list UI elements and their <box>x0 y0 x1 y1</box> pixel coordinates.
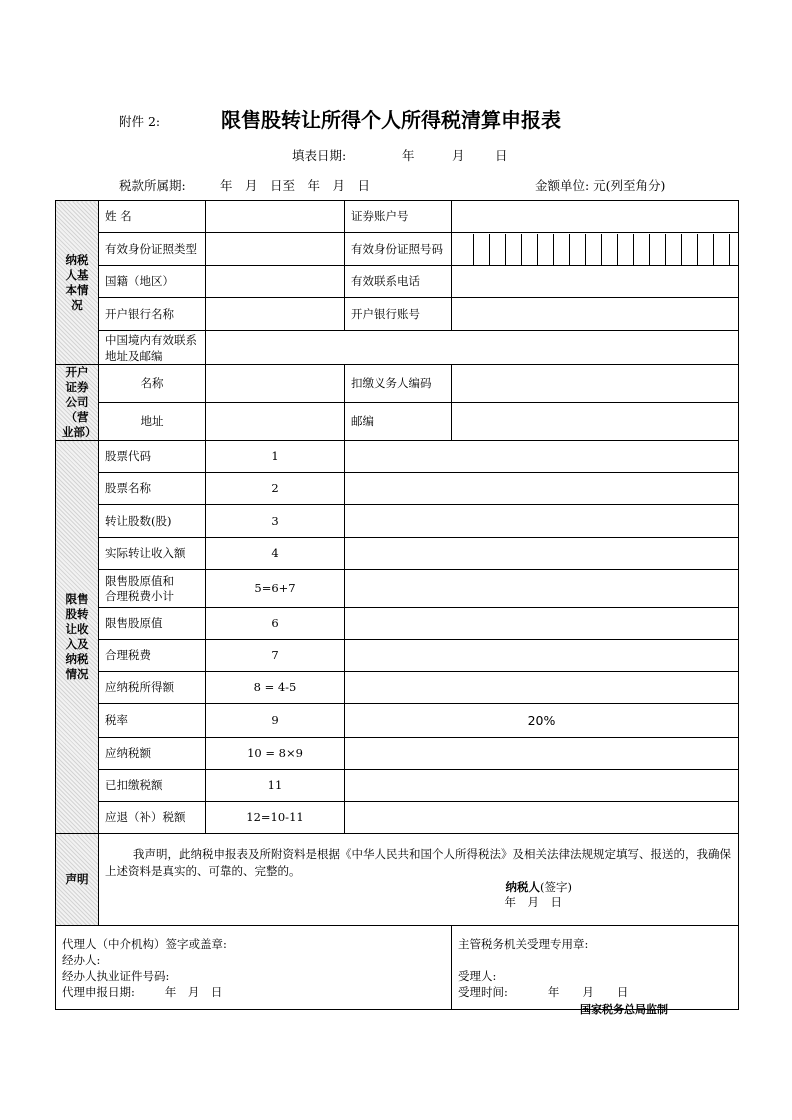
field-reasonable-fees[interactable] <box>345 640 739 672</box>
label-bank-account: 开户银行账号 <box>345 298 452 331</box>
fill-date-label: 填表日期: <box>292 148 347 163</box>
line-code: 1 <box>206 441 345 473</box>
line-code: 11 <box>206 770 345 802</box>
line-code: 6 <box>206 608 345 640</box>
section-income-tax: 限售股转让收入及纳税情况 <box>56 441 99 834</box>
field-id-number[interactable] <box>452 233 739 266</box>
taxpayer-signature-note: (签字) <box>540 880 572 894</box>
line-code: 12=10-11 <box>206 802 345 834</box>
taxpayer-signature[interactable] <box>105 880 732 895</box>
field-bank-name[interactable] <box>206 298 345 331</box>
field-name[interactable] <box>206 201 345 233</box>
section-broker: 开户证券公司（营业部） <box>56 365 99 441</box>
label-tax-withheld: 已扣缴税额 <box>99 770 206 802</box>
line-code: 10 = 8×9 <box>206 738 345 770</box>
field-tax-rate[interactable]: 20% <box>345 704 739 738</box>
label-name: 姓 名 <box>99 201 206 233</box>
amount-unit-label: 金额单位: 元(列至角分) <box>535 178 666 193</box>
table-row <box>56 672 739 704</box>
label-shares-transferred: 转让股数(股) <box>99 505 206 538</box>
tax-period-label: 税款所属期: <box>119 178 186 193</box>
authority-seal-label: 主管税务机关受理专用章: <box>458 936 589 951</box>
field-shares-transferred[interactable] <box>345 505 739 538</box>
declaration-form-table <box>55 200 739 1010</box>
table-row <box>56 298 739 331</box>
line-code: 5=6+7 <box>206 570 345 608</box>
attachment-label: 附件 2: <box>119 114 161 129</box>
label-tax-refund-due: 应退（补）税额 <box>99 802 206 834</box>
label-phone: 有效联系电话 <box>345 266 452 298</box>
table-row <box>56 403 739 441</box>
label-address <box>99 331 206 365</box>
label-id-type: 有效身份证照类型 <box>99 233 206 266</box>
field-tax-refund-due[interactable] <box>345 802 739 834</box>
authority-time-row <box>458 984 732 1000</box>
label-bank-name: 开户银行名称 <box>99 298 206 331</box>
agent-block[interactable] <box>56 926 452 1010</box>
table-row <box>56 441 739 473</box>
label-withholder-code: 扣缴义务人编码 <box>345 365 452 403</box>
table-row <box>56 834 739 926</box>
agent-date-row <box>62 984 445 1000</box>
label-original-value: 限售股原值 <box>99 608 206 640</box>
field-original-value-subtotal[interactable] <box>345 570 739 608</box>
label-broker-name: 名称 <box>99 365 206 403</box>
table-row <box>56 704 739 738</box>
field-tax-payable[interactable] <box>345 738 739 770</box>
field-stock-name[interactable] <box>345 473 739 505</box>
table-row <box>56 608 739 640</box>
table-row <box>56 640 739 672</box>
label-stock-code: 股票代码 <box>99 441 206 473</box>
table-row <box>56 201 739 233</box>
label-tax-payable: 应纳税额 <box>99 738 206 770</box>
declaration-date: 年 月 日 <box>504 895 562 909</box>
line-code: 8 = 4-5 <box>206 672 345 704</box>
table-row <box>56 738 739 770</box>
id-number-digit-cells <box>458 234 732 265</box>
table-row <box>56 926 739 1010</box>
label-address-line2: 地址及邮编 <box>105 348 163 363</box>
table-row <box>56 802 739 834</box>
label-original-value-subtotal: 限售股原值和 合理税费小计 <box>99 570 206 608</box>
table-row <box>56 505 739 538</box>
field-phone[interactable] <box>452 266 739 298</box>
tax-period-range: 年 月 日至 年 月 日 <box>220 178 371 193</box>
authority-date: 年 月 日 <box>547 984 629 999</box>
section-taxpayer-info: 纳税人基本情况 <box>56 201 99 365</box>
fill-date-month: 月 <box>452 148 465 163</box>
label-stock-name: 股票名称 <box>99 473 206 505</box>
field-original-value[interactable] <box>345 608 739 640</box>
table-row <box>56 770 739 802</box>
label-tax-rate: 税率 <box>99 704 206 738</box>
agent-handler-label: 经办人: <box>62 952 101 967</box>
line-code: 4 <box>206 538 345 570</box>
line-code: 2 <box>206 473 345 505</box>
field-tax-withheld[interactable] <box>345 770 739 802</box>
field-broker-name[interactable] <box>206 365 345 403</box>
field-stock-code[interactable] <box>345 441 739 473</box>
section-declaration: 声明 <box>56 834 99 926</box>
field-taxable-income[interactable] <box>345 672 739 704</box>
agent-date: 年 月 日 <box>164 984 223 999</box>
field-bank-account[interactable] <box>452 298 739 331</box>
field-id-type[interactable] <box>206 233 345 266</box>
label-actual-income: 实际转让收入额 <box>99 538 206 570</box>
line-code: 3 <box>206 505 345 538</box>
label-postcode: 邮编 <box>345 403 452 441</box>
field-broker-address[interactable] <box>206 403 345 441</box>
field-withholder-code[interactable] <box>452 365 739 403</box>
label-nationality: 国籍（地区） <box>99 266 206 298</box>
table-row <box>56 365 739 403</box>
authority-time-label: 受理时间: <box>458 984 508 999</box>
label-address-line1: 中国境内有效联系 <box>105 332 197 347</box>
label-securities-account: 证券账户号 <box>345 201 452 233</box>
field-actual-income[interactable] <box>345 538 739 570</box>
label-reasonable-fees: 合理税费 <box>99 640 206 672</box>
agent-date-label: 代理申报日期: <box>62 984 135 999</box>
field-address[interactable] <box>206 331 739 365</box>
table-row <box>56 570 739 608</box>
line-code: 7 <box>206 640 345 672</box>
fill-date-day: 日 <box>495 148 508 163</box>
field-nationality[interactable] <box>206 266 345 298</box>
line-code: 9 <box>206 704 345 738</box>
label-id-number: 有效身份证照号码 <box>345 233 452 266</box>
label-taxable-income: 应纳税所得额 <box>99 672 206 704</box>
issuer-footer: 国家税务总局监制 <box>580 1003 668 1016</box>
table-row <box>56 473 739 505</box>
table-row <box>56 331 739 365</box>
taxpayer-signature-label: 纳税人 <box>505 880 541 894</box>
agent-license-label: 经办人执业证件号码: <box>62 968 170 983</box>
field-postcode[interactable] <box>452 403 739 441</box>
agent-sign-label: 代理人（中介机构）签字或盖章: <box>62 936 227 951</box>
table-row <box>56 233 739 266</box>
field-securities-account[interactable] <box>452 201 739 233</box>
table-row <box>56 538 739 570</box>
authority-block[interactable] <box>452 926 739 1010</box>
authority-receiver-label: 受理人: <box>458 968 497 983</box>
page-title: 限售股转让所得个人所得税清算申报表 <box>221 108 561 132</box>
declaration-text: 我声明，此纳税申报表及所附资料是根据《中华人民共和国个人所得税法》及相关法律法规规定填写、报送的，我确保上述资料是真实的、可靠的、完整的。 <box>105 847 731 878</box>
label-broker-address: 地址 <box>99 403 206 441</box>
table-row <box>56 266 739 298</box>
fill-date-year: 年 <box>402 148 415 163</box>
declaration-block <box>99 834 739 926</box>
